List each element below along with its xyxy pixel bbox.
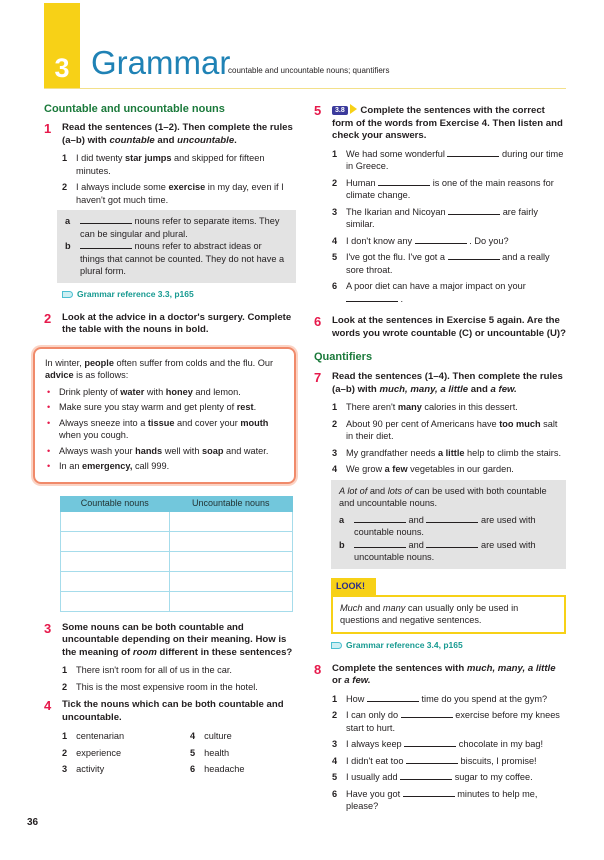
play-icon[interactable] [350, 104, 357, 114]
text-segment: This is the most expensive room in the hotel. [76, 681, 258, 692]
text-segment: soap [201, 445, 224, 456]
answer-blank[interactable] [426, 540, 478, 548]
unit-number: 3 [54, 53, 70, 83]
right-column [314, 100, 566, 817]
text-segment: Human [346, 177, 379, 188]
text-segment: Much [340, 602, 363, 613]
exercise-number: 7 [314, 370, 322, 385]
text-segment: and cover your [174, 417, 241, 428]
audio-track-badge[interactable]: 3.8 [332, 106, 348, 115]
rule-item [65, 240, 288, 278]
reference-arrow-icon [331, 642, 342, 649]
table-cell[interactable] [169, 551, 292, 571]
exercise-5 [314, 104, 566, 305]
text-segment: can be used with both countable and uncountable nouns. [339, 485, 547, 508]
item-text [346, 177, 566, 202]
list-item [332, 177, 566, 202]
text-segment: There isn't room for all of us in the car. [76, 665, 232, 675]
text-segment: are fairly similar. [346, 206, 538, 229]
sentence-list [332, 148, 566, 306]
text-segment: salt in their diet. [346, 418, 558, 441]
rule-text [80, 240, 288, 278]
answer-blank[interactable] [346, 294, 398, 302]
text-segment: Drink plenty of [59, 386, 121, 397]
text-segment: rest [236, 402, 254, 412]
table-cell[interactable] [61, 591, 170, 611]
text-segment: I always keep [346, 739, 405, 749]
rule-item [339, 514, 558, 539]
exercise-instruction [62, 699, 296, 724]
advice-intro [45, 357, 284, 382]
text-segment: exercise [168, 182, 206, 192]
text-segment: are used with countable nouns. [354, 514, 536, 537]
text-segment: I didn't eat too [346, 755, 406, 766]
text-segment: Some nouns can be both countable and uncountable depending on their meaning. How is the meaning of [62, 621, 287, 658]
item-number: 4 [332, 235, 338, 246]
rule-item [339, 539, 558, 564]
text-segment: many [397, 402, 422, 412]
advice-bullet [45, 460, 284, 473]
item-text [346, 771, 533, 784]
page-subtitle: countable and uncountable nouns; quantifiers [228, 66, 390, 75]
text-segment: and a really sore throat. [346, 252, 550, 275]
text-segment: A lot of [339, 485, 368, 496]
text-segment: tissue [147, 417, 175, 428]
text-segment: nouns refer to separate items. They can be singular and plural. [80, 216, 280, 239]
answer-blank[interactable] [447, 149, 499, 157]
grammar-reference-link[interactable] [331, 640, 566, 651]
exercise-3 [44, 622, 296, 694]
item-number: 3 [332, 739, 338, 749]
text-segment: vegetables in our garden. [407, 464, 514, 474]
item-text [76, 664, 232, 677]
list-item [332, 755, 566, 768]
exercise-number: 6 [314, 314, 322, 329]
text-segment: much, many, a little [379, 383, 469, 395]
text-segment: and [154, 134, 178, 146]
answer-blank[interactable] [404, 739, 456, 747]
text-segment: is one of the main reasons for climate change. [346, 177, 554, 200]
sentence-list [332, 693, 566, 813]
text-segment: Complete the sentences with the correct form of the words from Exercise 4. Then listen and check your answers. [332, 105, 563, 141]
item-text [346, 709, 566, 734]
grammar-reference-link[interactable] [62, 289, 296, 300]
noun-item[interactable] [62, 730, 190, 743]
header-divider [44, 88, 566, 89]
advice-bullet [45, 386, 284, 399]
rule-letter: b [65, 241, 71, 251]
text-segment: and [468, 383, 491, 395]
list-item [332, 709, 566, 734]
text-segment: Look at the sentences in Exercise 5 again. Are the words you wrote countable (C) or uncountable (U)? [332, 315, 566, 339]
item-number: 1 [62, 665, 68, 675]
table-cell[interactable] [169, 591, 292, 611]
text-segment: My grandfather needs [346, 447, 438, 458]
noun-list [62, 730, 296, 776]
noun-item[interactable] [62, 747, 190, 760]
table-cell[interactable] [61, 531, 170, 551]
item-number: 6 [190, 764, 196, 774]
list-item [332, 206, 566, 231]
noun-table [60, 496, 296, 612]
exercise-number: 5 [314, 103, 322, 118]
text-segment: and water. [223, 445, 269, 456]
rule-letter: a [65, 216, 71, 226]
rule-letter: a [339, 514, 345, 525]
text-segment: during our time in Greece. [346, 148, 564, 171]
text-segment: many [382, 602, 406, 613]
answer-blank[interactable] [415, 236, 467, 244]
exercise-instruction [332, 105, 563, 141]
answer-blank[interactable] [80, 216, 132, 224]
item-text [346, 206, 566, 231]
reference-text: Grammar reference 3.4, p165 [346, 639, 463, 650]
noun-item[interactable] [190, 763, 290, 776]
page-number: 36 [27, 817, 39, 828]
text-segment: and lemon. [192, 386, 241, 397]
text-segment: can usually only be used in questions and negative sentences. [340, 602, 519, 625]
exercise-instruction [332, 371, 566, 396]
item-number: 5 [332, 252, 338, 262]
item-text [76, 681, 258, 694]
rule-box [331, 480, 566, 569]
exercise-instruction [332, 663, 566, 688]
item-number: 4 [332, 755, 338, 766]
text-segment: in my day, even if I haven't got much time. [76, 182, 284, 205]
text-segment: . [234, 134, 237, 146]
section-heading-quantifiers: Quantifiers [314, 351, 373, 363]
text-segment: are used with uncountable nouns. [354, 539, 536, 562]
text-segment: mouth [240, 417, 269, 428]
list-item [62, 664, 296, 677]
noun-word: headache [204, 764, 245, 774]
advice-bullets [45, 386, 284, 473]
text-segment: I've got the flu. I've got a [346, 252, 448, 262]
left-column [44, 100, 296, 776]
text-segment: star jumps [125, 153, 172, 163]
advice-bullet [45, 445, 284, 458]
text-segment: a little [437, 447, 465, 458]
answer-blank[interactable] [400, 772, 452, 780]
exercise-7 [314, 371, 566, 476]
text-segment: too much [499, 418, 541, 429]
rule-item [65, 215, 288, 240]
rule-note [339, 485, 558, 510]
list-item [62, 681, 296, 694]
exercise-number: 4 [44, 698, 52, 713]
text-segment: Complete the sentences with [332, 662, 467, 674]
item-text [346, 418, 566, 443]
look-panel [331, 578, 566, 634]
text-segment: nouns refer to abstract ideas or things that cannot be counted. They do not have a plural form. [80, 241, 285, 276]
text-segment: Make sure you stay warm and get plenty of [59, 402, 237, 412]
section-heading-countable: Countable and uncountable nouns [44, 103, 225, 115]
answer-blank[interactable] [367, 694, 419, 702]
text-segment: help to climb the stairs. [464, 447, 562, 458]
look-label: LOOK! [331, 578, 376, 595]
text-segment: minutes to help me, please? [346, 788, 538, 811]
noun-word: experience [76, 747, 122, 758]
rules-list [339, 514, 558, 564]
text-segment: In an [59, 461, 82, 471]
exercise-8 [314, 663, 566, 813]
advice-notice [33, 347, 296, 484]
noun-item[interactable] [62, 763, 190, 776]
text-segment: time do you spend at the gym? [418, 693, 548, 704]
exercise-instruction [332, 315, 566, 340]
text-segment: countable [109, 134, 155, 146]
item-number: 1 [62, 731, 68, 741]
text-segment: honey [165, 386, 193, 397]
rule-box [57, 210, 296, 283]
sentence-list [332, 401, 566, 476]
item-number: 5 [190, 747, 196, 758]
text-segment: call 999. [132, 461, 170, 471]
exercise-number: 1 [44, 121, 52, 136]
exercise-number: 3 [44, 620, 52, 636]
list-item [332, 418, 566, 443]
item-number: 3 [62, 764, 68, 774]
text-segment: water [120, 386, 145, 397]
list-item [332, 447, 566, 460]
noun-word: centenarian [76, 731, 125, 741]
text-segment: Read the sentences (1–4). Then complete the rules (a–b) with [332, 371, 563, 395]
item-text [76, 152, 296, 177]
list-item [332, 235, 566, 248]
exercise-instruction [62, 122, 296, 147]
text-segment: hands [135, 445, 163, 456]
exercise-instruction [62, 312, 296, 337]
advice-bullet [45, 417, 284, 442]
text-segment: and [367, 485, 388, 496]
text-segment: Read the sentences (1–2). Then complete the rules (a–b) with [62, 122, 293, 146]
exercise-number: 8 [314, 661, 322, 677]
item-number: 1 [62, 153, 68, 163]
item-number: 2 [62, 681, 68, 692]
item-number: 1 [332, 148, 338, 159]
item-number: 4 [332, 464, 338, 474]
item-text [76, 181, 296, 206]
sentence-list [62, 664, 296, 693]
list-item [332, 280, 566, 305]
look-text [340, 602, 557, 627]
item-number: 3 [332, 206, 338, 217]
list-item [332, 693, 566, 706]
answer-blank[interactable] [403, 789, 455, 797]
exercise-4 [44, 699, 296, 776]
text-segment: different in these sentences? [156, 646, 293, 658]
text-segment: well with [162, 445, 202, 456]
item-text [346, 755, 537, 768]
answer-blank[interactable] [448, 207, 500, 215]
text-segment: chocolate in my bag! [456, 739, 544, 749]
noun-item[interactable] [190, 747, 290, 760]
text-segment: with [144, 386, 166, 397]
item-number: 6 [332, 281, 338, 291]
list-item [332, 463, 566, 476]
table-cell[interactable] [169, 531, 292, 551]
text-segment: biscuits, I promise! [457, 755, 537, 766]
text-segment: calories in this dessert. [421, 402, 518, 412]
text-segment: people [84, 357, 114, 368]
item-number: 4 [190, 731, 196, 741]
rule-text [80, 215, 288, 240]
table-cell[interactable] [61, 511, 170, 531]
item-text [346, 280, 566, 305]
item-text [346, 463, 514, 476]
rule-text [354, 539, 558, 564]
answer-blank[interactable] [401, 710, 453, 718]
text-segment: The Ikarian and Nicoyan [346, 206, 449, 217]
text-segment: much, many, a little [466, 662, 556, 674]
text-segment: We grow [346, 464, 385, 474]
rule-text [354, 514, 558, 539]
text-segment: a few [384, 464, 408, 474]
item-number: 2 [332, 418, 338, 429]
text-segment: I always include some [76, 182, 169, 192]
text-segment: I did twenty [76, 153, 126, 163]
table-cell[interactable] [61, 551, 170, 571]
text-segment: There aren't [346, 402, 398, 412]
answer-blank[interactable] [80, 241, 132, 249]
text-segment: Look at the advice in a doctor's surgery. Complete the table with the nouns in bold. [62, 311, 292, 335]
exercise-instruction [62, 622, 296, 660]
column-header-countable: Countable nouns [61, 496, 170, 511]
answer-blank[interactable] [426, 515, 478, 523]
item-text [346, 738, 543, 751]
table-cell[interactable] [169, 511, 292, 531]
text-segment: advice [45, 370, 74, 380]
item-number: 1 [332, 402, 338, 412]
text-segment: exercise before my knees start to hurt. [346, 710, 560, 733]
text-segment: . [398, 293, 404, 304]
exercise-2 [44, 312, 296, 337]
text-segment: Always sneeze into a [59, 417, 148, 428]
answer-blank[interactable] [354, 515, 406, 523]
item-text [346, 788, 566, 813]
item-number: 2 [62, 182, 68, 192]
text-segment: uncountable [177, 134, 235, 146]
page-title: Grammar [91, 44, 231, 81]
text-segment: often suffer from colds and the flu. Our [113, 357, 274, 368]
text-segment: and skipped for fifteen minutes. [76, 153, 265, 176]
item-text [346, 447, 561, 460]
text-segment: or [332, 675, 345, 686]
item-text [346, 693, 547, 706]
list-item [332, 401, 566, 414]
item-number: 2 [332, 710, 338, 720]
text-segment: I don't know any [346, 235, 415, 246]
answer-blank[interactable] [354, 540, 406, 548]
column-header-uncountable: Uncountable nouns [169, 496, 292, 511]
item-text [346, 251, 566, 276]
noun-word: health [204, 747, 230, 758]
text-segment: . [253, 402, 257, 412]
item-number: 6 [332, 788, 338, 799]
list-item [332, 148, 566, 173]
list-item [62, 181, 296, 206]
text-segment: sugar to my coffee. [452, 772, 533, 782]
exercise-6 [314, 315, 566, 340]
item-text [346, 235, 509, 248]
list-item [332, 771, 566, 784]
rules-list [65, 215, 288, 278]
text-segment: emergency, [82, 461, 133, 471]
text-segment: In winter, [45, 357, 85, 368]
text-segment: We had some wonderful [346, 148, 448, 159]
list-item [332, 251, 566, 276]
reference-arrow-icon [62, 291, 73, 298]
item-number: 1 [332, 693, 338, 704]
list-item [332, 788, 566, 813]
text-segment: Have you got [346, 788, 403, 799]
text-segment: Tick the nouns which can be both countable and uncountable. [62, 699, 284, 723]
reference-text: Grammar reference 3.3, p165 [77, 288, 194, 299]
table-cell[interactable] [169, 571, 292, 591]
item-text [346, 148, 566, 173]
item-number: 2 [332, 177, 338, 188]
answer-blank[interactable] [406, 756, 458, 764]
text-segment: A poor diet can have a major impact on your [346, 281, 526, 291]
text-segment: is as follows: [73, 370, 129, 380]
text-segment: lots of [387, 485, 413, 496]
text-segment: and [406, 539, 427, 550]
exercise-1 [44, 122, 296, 206]
list-item [332, 738, 566, 751]
text-segment: . Do you? [466, 235, 509, 246]
answer-blank[interactable] [448, 252, 500, 260]
noun-item[interactable] [190, 730, 290, 743]
item-number: 5 [332, 772, 338, 782]
text-segment: and [406, 514, 427, 525]
item-number: 2 [62, 747, 68, 758]
exercise-number: 2 [44, 310, 52, 326]
text-segment: when you cough. [59, 430, 129, 440]
text-segment: a few. [490, 383, 517, 395]
noun-word: culture [204, 731, 232, 741]
text-segment: Always wash your [59, 445, 136, 456]
text-segment: I can only do [346, 710, 401, 720]
text-segment: a few. [344, 675, 371, 686]
look-box [331, 595, 566, 634]
item-text [346, 401, 518, 414]
noun-word: activity [76, 764, 105, 774]
text-segment: How [346, 693, 367, 704]
sentence-list [62, 152, 296, 206]
answer-blank[interactable] [378, 178, 430, 186]
rule-letter: b [339, 539, 345, 550]
table-cell[interactable] [61, 571, 170, 591]
list-item [62, 152, 296, 177]
text-segment: room [132, 646, 157, 658]
item-number: 3 [332, 447, 338, 458]
text-segment: I usually add [346, 772, 401, 782]
text-segment: and [362, 602, 383, 613]
text-segment: About 90 per cent of Americans have [346, 418, 500, 429]
advice-bullet [45, 401, 284, 414]
